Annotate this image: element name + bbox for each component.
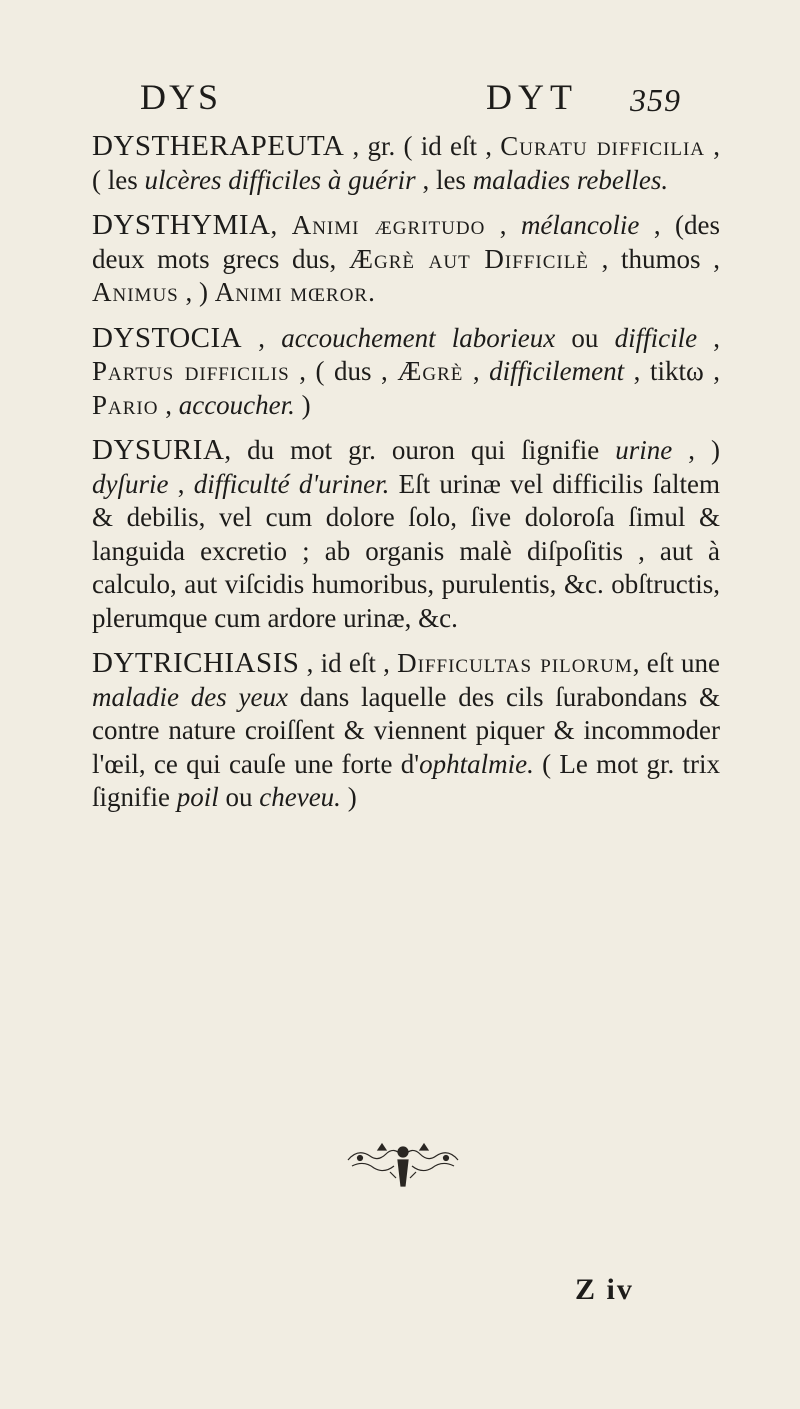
- entry-text: , tiktω ,: [624, 356, 720, 386]
- french-gloss: difficulté d'uriner.: [193, 468, 390, 499]
- french-gloss: mélancolie: [520, 210, 640, 240]
- headword: DYSURIA: [92, 434, 225, 466]
- entry-text: , les: [415, 164, 473, 195]
- entry-text: , ( les: [92, 131, 721, 195]
- french-gloss: urine: [615, 435, 673, 465]
- latin-gloss: Animi ægritudo: [291, 210, 486, 240]
- latin-gloss: Pario: [92, 389, 159, 420]
- headword: DYTRICHIASIS: [92, 647, 300, 679]
- french-gloss: difficile: [614, 322, 698, 353]
- header-right-guide-word: DYT: [486, 77, 578, 117]
- french-gloss: dyſurie: [92, 468, 169, 499]
- french-gloss: ophtalmie.: [419, 748, 534, 779]
- entry-text: ,: [242, 322, 282, 353]
- french-gloss: accouchement laborieux: [281, 322, 556, 353]
- entry-text: , id eſt ,: [299, 648, 398, 678]
- entry-text: , ): [672, 435, 720, 465]
- entry-text: ): [294, 389, 311, 420]
- headword: DYSTHYMIA: [92, 209, 271, 241]
- entry-dystocia: [92, 322, 720, 423]
- entry-text: ): [340, 782, 357, 812]
- dictionary-body: [92, 130, 720, 827]
- entry-text: ,: [270, 210, 292, 240]
- latin-gloss: Ægrè: [397, 356, 464, 386]
- entry-text: , (des deux mots grecs dus,: [92, 210, 721, 274]
- entry-text: dans laquelle des cils ſurabondans & contre nature croiſſent & viennent piquer & incommoder l'œil, ce qui cauſe une forte d': [92, 681, 720, 779]
- latin-gloss: Difficultas pilorum: [397, 648, 633, 678]
- entry-text: ou: [555, 322, 615, 353]
- latin-gloss: Animus: [92, 277, 179, 307]
- entry-text: ,: [485, 210, 521, 240]
- latin-gloss: Ægrè aut Difficilè: [348, 243, 589, 274]
- entry-text: ,: [158, 389, 179, 420]
- headword: DYSTOCIA: [92, 321, 243, 354]
- entry-dysuria: [92, 434, 720, 635]
- header-left-guide-word: DYS: [140, 77, 222, 117]
- entry-text: , eſt une: [632, 648, 720, 678]
- entry-text: , ): [178, 277, 215, 307]
- french-gloss: accoucher.: [178, 389, 295, 420]
- entry-dystherapeuta: [92, 130, 720, 197]
- entry-text: , thumos ,: [588, 243, 720, 274]
- headword: DYSTHERAPEUTA: [92, 130, 345, 162]
- signature-mark: Z iv: [575, 1273, 634, 1306]
- entry-text: , ( dus ,: [289, 356, 398, 386]
- french-gloss: difficilement: [489, 356, 625, 386]
- running-header: [140, 76, 681, 126]
- french-gloss: ulcères difficiles à guérir: [144, 164, 416, 195]
- french-gloss: maladies rebelles.: [472, 164, 669, 195]
- french-gloss: cheveu.: [259, 782, 341, 812]
- entry-text: ,: [168, 468, 194, 499]
- entry-text: , gr. ( id eſt ,: [344, 131, 501, 161]
- entry-text: Eſt urinæ vel difficilis ſaltem & debilis, vel cum dolore ſolo, ſive doloroſa ſimul & languida excretio ; ab organis malè diſpoſitis , aut à calculo, aut viſcidis humoribus, purulentis, &c. obſtructis, plerumque cum ardore urinæ, &c.: [92, 468, 720, 633]
- entry-text: , du mot gr. ouron qui ſignifie: [224, 435, 616, 465]
- entry-text: ou: [218, 782, 260, 812]
- latin-gloss: Animi mœror.: [214, 277, 376, 307]
- french-gloss: poil: [176, 782, 219, 812]
- french-gloss: maladie des yeux: [92, 681, 288, 712]
- printer-ornament: [338, 1138, 468, 1188]
- entry-text: ,: [697, 322, 721, 353]
- entry-text: ,: [463, 356, 490, 386]
- entry-dysthymia: [92, 209, 720, 310]
- entry-text: ( Le mot gr. trix ſignifie: [92, 748, 721, 812]
- latin-gloss: Curatu difficilia: [500, 131, 706, 161]
- entry-dytrichiasis: [92, 647, 720, 815]
- page-number: 359: [630, 82, 681, 118]
- latin-gloss: Partus difficilis: [92, 356, 290, 386]
